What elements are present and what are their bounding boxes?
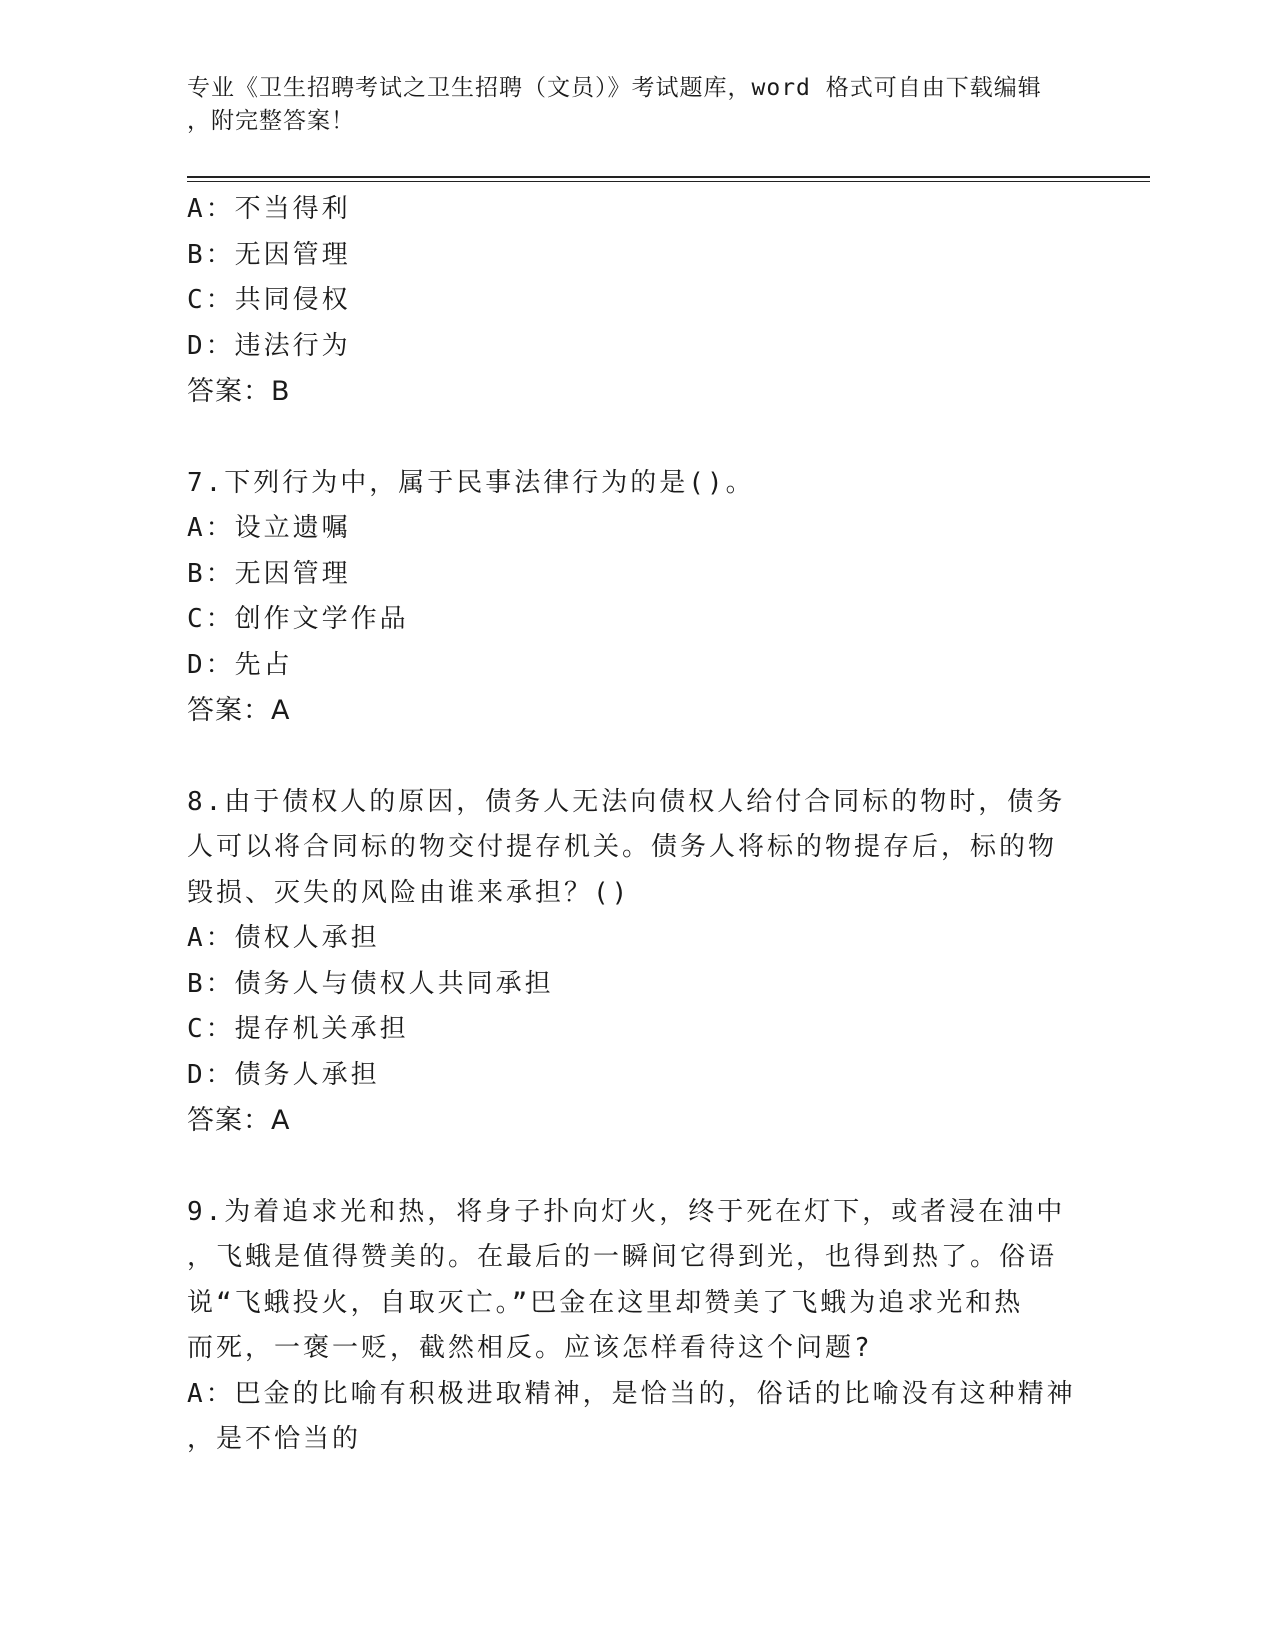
q8-stem-line-3: 毁损、灭失的风险由谁来承担？(): [187, 877, 631, 908]
q8-stem-line-1: 8.由于债权人的原因，债务人无法向债权人给付合同标的物时，债务: [187, 786, 1066, 817]
question-list: [187, 187, 1087, 1463]
q6-option-b: B：无因管理: [187, 239, 351, 270]
q7-answer: 答案：A: [187, 695, 291, 726]
question-6: [187, 187, 1087, 415]
q9-stem-line-3: 说“飞蛾投火，自取灭亡。”巴金在这里却赞美了飞蛾为追求光和热: [187, 1287, 1024, 1318]
q6-option-c: C：共同侵权: [187, 285, 351, 315]
q9-stem-line-4: 而死，一褒一贬，截然相反。应该怎样看待这个问题?: [187, 1333, 873, 1363]
header-line-1: 专业《卫生招聘考试之卫生招聘（文员）》考试题库，word 格式可自由下载编辑: [187, 75, 1042, 101]
q9-option-a-line-1: A：巴金的比喻有积极进取精神，是恰当的，俗话的比喻没有这种精神: [187, 1378, 1076, 1409]
q8-option-d: D：债务人承担: [187, 1059, 380, 1090]
q8-stem-line-2: 人可以将合同标的物交付提存机关。债务人将标的物提存后，标的物: [187, 832, 1058, 862]
q9-option-a-line-2: ，是不恰当的: [187, 1424, 362, 1454]
q7-option-d: D：先占: [187, 649, 293, 680]
question-9: [187, 1190, 1087, 1463]
q8-option-b: B：债务人与债权人共同承担: [187, 968, 554, 999]
header-divider: [187, 176, 1150, 182]
q9-stem-line-2: ，飞蛾是值得赞美的。在最后的一瞬间它得到光，也得到热了。俗语: [187, 1242, 1058, 1272]
q9-stem-line-1: 9.为着追求光和热，将身子扑向灯火，终于死在灯下，或者浸在油中: [187, 1196, 1066, 1227]
spacer: [187, 734, 1087, 780]
spacer: [187, 415, 1087, 461]
spacer: [187, 1144, 1087, 1190]
q6-option-d: D：违法行为: [187, 330, 351, 361]
q8-option-c: C：提存机关承担: [187, 1014, 409, 1044]
q7-option-c: C：创作文学作品: [187, 604, 409, 634]
question-8: [187, 780, 1087, 1144]
question-7: [187, 461, 1087, 734]
q8-answer: 答案：A: [187, 1105, 291, 1136]
q8-option-a: A：债权人承担: [187, 923, 380, 953]
q6-option-a: A：不当得利: [187, 194, 351, 224]
q7-option-b: B：无因管理: [187, 558, 351, 589]
q7-stem: 7.下列行为中，属于民事法律行为的是()。: [187, 467, 755, 498]
q6-answer: 答案：B: [187, 376, 291, 407]
document-header: [187, 72, 1087, 138]
q7-option-a: A：设立遗嘱: [187, 513, 351, 543]
header-line-2: ，附完整答案！: [187, 108, 355, 134]
